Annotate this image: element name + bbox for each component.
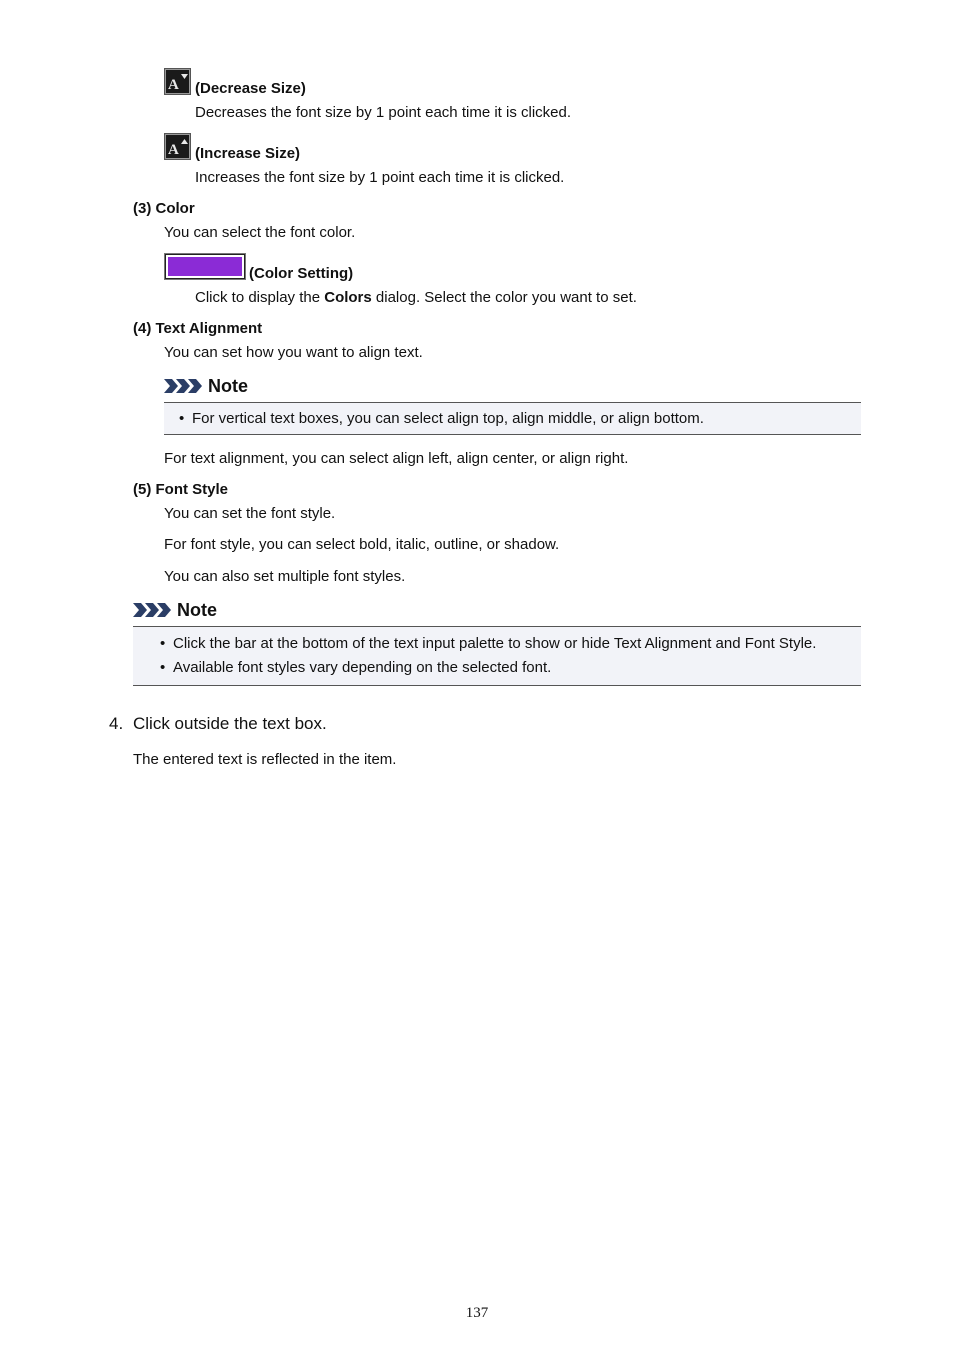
decrease-size-title: (Decrease Size) <box>195 80 306 97</box>
bullet: • <box>160 659 166 676</box>
bullet: • <box>179 410 185 427</box>
note-item: Click the bar at the bottom of the text input palette to show or hide Text Alignment and Font Style. <box>173 635 817 652</box>
step-number: 4. <box>109 714 124 733</box>
color-desc: You can select the font color. <box>164 224 356 241</box>
color-setting-desc <box>195 289 637 306</box>
color-setting-title: (Color Setting) <box>249 265 354 282</box>
note-chevrons-icon <box>164 377 204 395</box>
decrease-size-desc: Decreases the font size by 1 point each time it is clicked. <box>195 104 572 121</box>
colors-dialog-name: Colors <box>324 289 372 306</box>
step-text: Click outside the text box. <box>133 714 327 733</box>
note-heading <box>164 376 364 396</box>
svg-text:A: A <box>168 142 179 158</box>
increase-size-title: (Increase Size) <box>195 145 301 162</box>
font-style-line: For font style, you can select bold, italic, outline, or shadow. <box>164 536 560 553</box>
text-alignment-options: For text alignment, you can select align left, align center, or align right. <box>164 450 629 467</box>
color-setting-swatch <box>165 254 245 279</box>
page-number: 137 <box>465 1305 489 1321</box>
font-decrease-icon <box>164 68 191 95</box>
note-item: Available font styles vary depending on the selected font. <box>173 659 552 676</box>
increase-size-desc: Increases the font size by 1 point each time it is clicked. <box>195 169 565 186</box>
note-box <box>133 626 861 686</box>
color-setting-desc-suffix: dialog. Select the color you want to set. <box>371 289 637 306</box>
note-label: Note <box>177 600 217 620</box>
color-setting-desc-prefix: Click to display the <box>195 289 325 306</box>
note-label: Note <box>208 376 248 396</box>
note-item: For vertical text boxes, you can select align top, align middle, or align bottom. <box>192 410 704 427</box>
font-increase-icon <box>164 133 191 160</box>
note-box <box>164 402 861 435</box>
font-style-heading: (5) Font Style <box>133 481 229 498</box>
svg-text:A: A <box>168 77 179 93</box>
note-chevrons-icon <box>133 601 173 619</box>
note-heading <box>133 600 333 620</box>
step-result: The entered text is reflected in the item. <box>133 751 397 768</box>
font-style-line: You can set the font style. <box>164 505 336 522</box>
text-alignment-desc: You can set how you want to align text. <box>164 344 423 361</box>
text-alignment-heading: (4) Text Alignment <box>133 320 263 337</box>
color-heading: (3) Color <box>133 200 195 217</box>
font-style-line: You can also set multiple font styles. <box>164 568 406 585</box>
bullet: • <box>160 635 166 652</box>
